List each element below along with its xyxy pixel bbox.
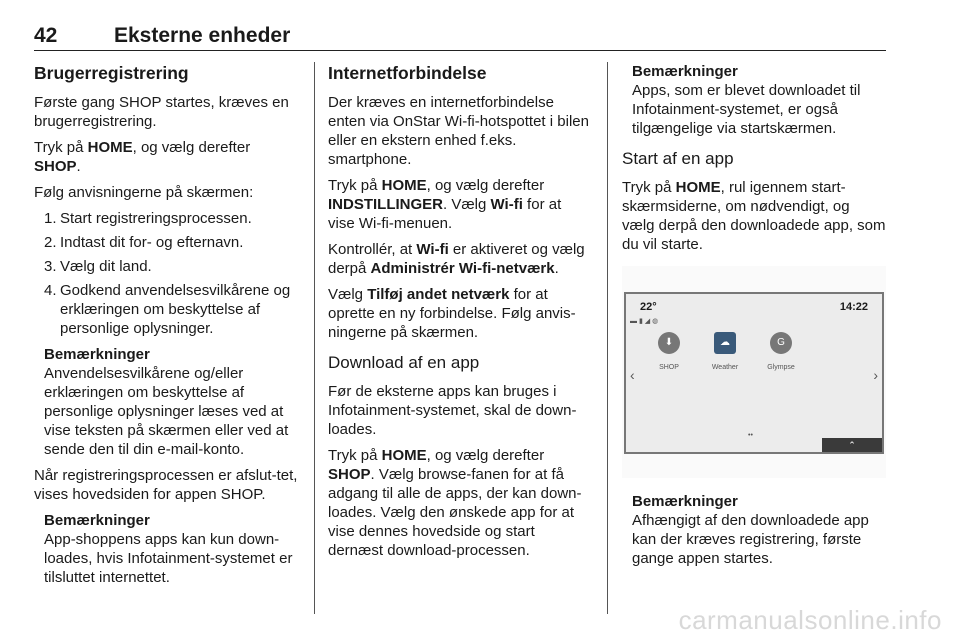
note-text: Anvendelsesvilkårene og/eller erklæringen om beskyttelse af personlige oplysninger læses ved at vise teksten på skærmen eller ved at sende den til din e-mail-konto. bbox=[44, 365, 289, 458]
chevron-up-icon[interactable]: ⌃ bbox=[822, 438, 882, 452]
list-item: 1. Start registreringsprocessen. bbox=[44, 210, 252, 227]
chevron-right-icon[interactable]: › bbox=[873, 367, 878, 383]
list-item: 4. Godkend anvendelsesvilkårene og erklæringen om beskyttelse af personlige oplysninger. bbox=[44, 282, 291, 337]
paragraph: Der kræves en internetforbindelse enten via OnStar Wi-fi-hotspottet i bilen eller en ekstern enhed f.eks. smartphone. bbox=[328, 94, 589, 168]
app-weather[interactable]: ☁ Weather bbox=[700, 332, 750, 377]
note-text: App-shoppens apps kan kun down-loades, hvis Infotainment-systemet er tilsluttet internettet. bbox=[44, 531, 293, 586]
section-heading: Internetforbindelse bbox=[328, 63, 487, 83]
page-number: 42 bbox=[34, 24, 58, 47]
page-indicator: •• bbox=[748, 432, 753, 439]
paragraph: Tryk på HOME, rul igennem start-skærmsiderne, om nødvendigt, og vælg derpå den downloadede app, som du vil starte. bbox=[622, 179, 886, 253]
list-item: 2. Indtast dit for- og efternavn. bbox=[44, 234, 244, 251]
paragraph: Første gang SHOP startes, kræves en brugerregistrering. bbox=[34, 94, 289, 130]
note bbox=[632, 492, 886, 568]
paragraph: Følg anvisningerne på skærmen: bbox=[34, 184, 254, 201]
paragraph: Tryk på HOME, og vælg derefter SHOP. Vælg browse-fanen for at få adgang til alle de apps, der kan down-loades. Vælg den ønskede app for at vise dennes hovedside og start dernæst download-processen. bbox=[328, 447, 582, 559]
column-divider bbox=[314, 62, 315, 614]
step-list bbox=[34, 209, 300, 338]
note bbox=[44, 511, 300, 587]
section-heading: Brugerregistrering bbox=[34, 63, 189, 83]
page-header bbox=[34, 24, 886, 51]
paragraph: Når registreringsprocessen er afslut-tet, vises hovedsiden for appen SHOP. bbox=[34, 467, 298, 503]
paragraph: Før de eksterne apps kan bruges i Infotainment-systemet, skal de down-loades. bbox=[328, 383, 577, 438]
column-3 bbox=[622, 62, 886, 575]
watermark: carmanualsonline.info bbox=[678, 605, 942, 635]
home-screen bbox=[624, 292, 884, 454]
temperature: 22° bbox=[640, 301, 657, 313]
glympse-icon: G bbox=[770, 332, 792, 354]
paragraph: Tryk på HOME, og vælg derefter INDSTILLINGER. Vælg Wi-fi for at vise Wi-fi-menuen. bbox=[328, 177, 562, 232]
app-shop[interactable]: ⬇ SHOP bbox=[644, 332, 694, 377]
app-glympse[interactable]: G Glympse bbox=[756, 332, 806, 377]
note-title: Bemærkninger bbox=[632, 493, 738, 510]
status-icons: ▬ ▮ ◢ ◍ bbox=[630, 318, 659, 325]
note-text: Afhængigt af den downloadede app kan der kræves registrering, første gange appen startes. bbox=[632, 512, 869, 567]
note bbox=[44, 345, 300, 459]
column-1 bbox=[34, 62, 300, 594]
column-2 bbox=[328, 62, 592, 567]
paragraph: Kontrollér, at Wi-fi er aktiveret og vælg derpå Administrér Wi-fi-netværk. bbox=[328, 241, 585, 277]
chevron-left-icon[interactable]: ‹ bbox=[630, 367, 635, 383]
page-title: Eksterne enheder bbox=[114, 24, 291, 47]
note-text: Apps, som er blevet downloadet til Infotainment-systemet, er også tilgængelige via startskærmen. bbox=[632, 82, 861, 137]
note-title: Bemærkninger bbox=[632, 63, 738, 80]
note-title: Bemærkninger bbox=[44, 346, 150, 363]
note bbox=[632, 62, 886, 138]
infotainment-screenshot bbox=[622, 266, 886, 478]
weather-channel-icon: ☁ bbox=[714, 332, 736, 354]
list-item: 3. Vælg dit land. bbox=[44, 258, 152, 275]
shop-icon: ⬇ bbox=[658, 332, 680, 354]
section-heading: Start af en app bbox=[622, 149, 734, 168]
note-title: Bemærkninger bbox=[44, 512, 150, 529]
paragraph: Tryk på HOME, og vælg derefter SHOP. bbox=[34, 139, 251, 175]
clock: 14:22 bbox=[839, 301, 868, 313]
section-heading: Download af en app bbox=[328, 353, 480, 372]
paragraph: Vælg Tilføj andet netværk for at oprette en ny forbindelse. Følg anvis-ningerne på skærmen. bbox=[328, 286, 576, 341]
column-divider bbox=[607, 62, 608, 614]
